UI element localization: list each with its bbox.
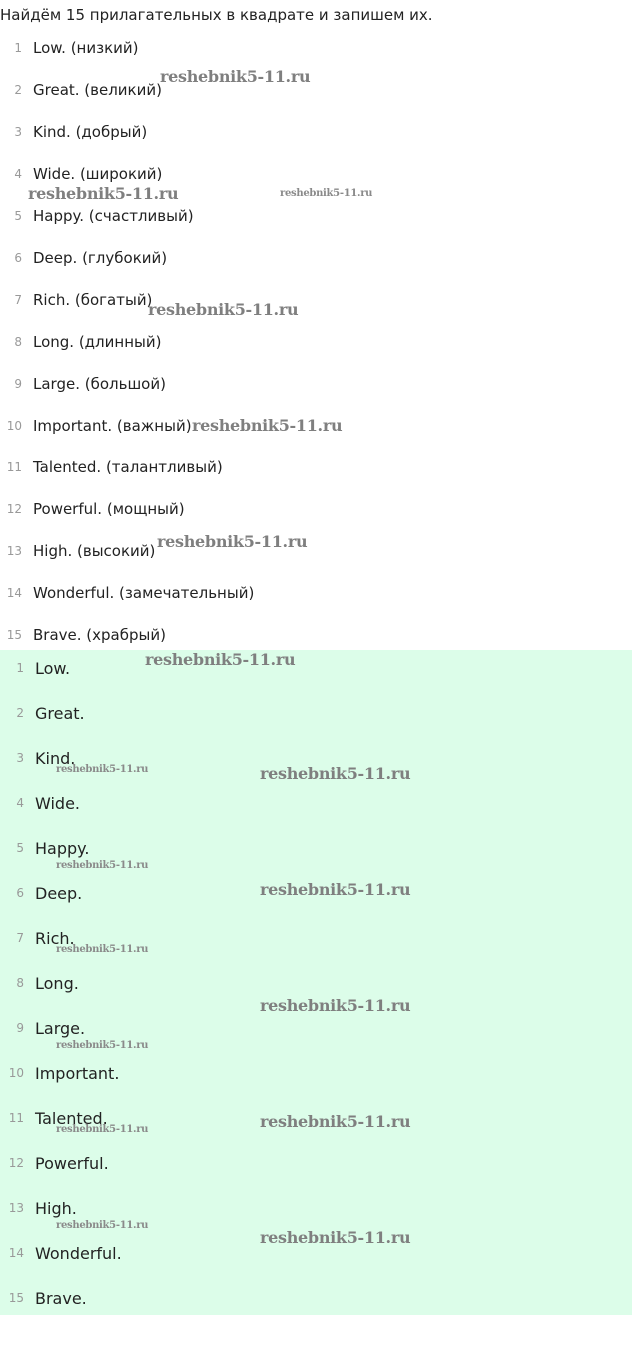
list-item [0, 456, 223, 478]
item-text: Rich. (богатый) [33, 291, 153, 309]
item-number: 8 [14, 335, 22, 349]
watermark: reshebnik5-11.ru [260, 764, 411, 783]
item-number: 2 [16, 706, 24, 720]
item-text: Wide. (широкий) [33, 165, 163, 183]
list-item [0, 791, 80, 815]
item-text: Long. (длинный) [33, 333, 162, 351]
watermark: reshebnik5-11.ru [260, 996, 411, 1015]
list-item [0, 373, 166, 395]
list-item [0, 1151, 109, 1175]
item-text: Happy. [35, 838, 90, 858]
item-text: Talented. [35, 1108, 108, 1128]
item-text: Powerful. [35, 1153, 109, 1173]
list-item [0, 881, 82, 905]
item-number: 1 [14, 41, 22, 55]
item-number: 6 [14, 251, 22, 265]
list-item [0, 79, 162, 101]
item-number: 6 [16, 886, 24, 900]
list-item [0, 582, 254, 604]
list-item [0, 289, 152, 311]
watermark: reshebnik5-11.ru [56, 860, 149, 871]
item-number: 4 [14, 167, 22, 181]
watermark: reshebnik5-11.ru [192, 416, 343, 435]
item-number: 7 [14, 293, 22, 307]
item-text: Brave. (храбрый) [33, 626, 166, 644]
watermark: reshebnik5-11.ru [260, 1112, 411, 1131]
watermark: reshebnik5-11.ru [148, 300, 299, 319]
watermark: reshebnik5-11.ru [280, 188, 373, 199]
item-number: 4 [16, 796, 24, 810]
list-item [0, 971, 79, 995]
list-item [0, 1241, 122, 1265]
item-number: 3 [16, 751, 24, 765]
list-item [0, 121, 147, 143]
watermark: reshebnik5-11.ru [157, 532, 308, 551]
item-number: 5 [14, 209, 22, 223]
item-text: Great. (великий) [33, 81, 162, 99]
item-text: Great. [35, 703, 85, 723]
item-number: 10 [6, 419, 22, 433]
item-number: 1 [16, 661, 24, 675]
list-item [0, 163, 162, 185]
list-item [0, 1286, 87, 1310]
item-number: 14 [6, 586, 22, 600]
item-number: 14 [8, 1246, 24, 1260]
item-text: Low. [35, 658, 71, 678]
list-item [0, 540, 155, 562]
watermark: reshebnik5-11.ru [160, 67, 311, 86]
list-item [0, 1196, 77, 1220]
list-item [0, 656, 70, 680]
task-title: Найдём 15 прилагательных в квадрате и запишем их. [0, 6, 433, 24]
list-item [0, 1061, 119, 1085]
watermark: reshebnik5-11.ru [56, 1040, 149, 1051]
item-text: Brave. [35, 1288, 87, 1308]
watermark: reshebnik5-11.ru [145, 650, 296, 669]
item-text: Kind. (добрый) [33, 123, 148, 141]
item-number: 7 [16, 931, 24, 945]
item-number: 15 [6, 628, 22, 642]
list-item [0, 37, 139, 59]
item-number: 3 [14, 125, 22, 139]
item-number: 15 [8, 1291, 24, 1305]
answer-block [0, 650, 632, 1315]
list-item [0, 415, 192, 437]
list-item [0, 331, 161, 353]
item-text: Low. (низкий) [33, 39, 139, 57]
item-number: 9 [16, 1021, 24, 1035]
watermark: reshebnik5-11.ru [56, 1124, 149, 1135]
item-text: Wide. [35, 793, 80, 813]
item-text: High. (высокий) [33, 542, 156, 560]
item-text: Talented. (талантливый) [33, 458, 223, 476]
item-number: 10 [8, 1066, 24, 1080]
item-text: Happy. (счастливый) [33, 207, 194, 225]
item-text: Deep. [35, 883, 83, 903]
item-number: 12 [6, 502, 22, 516]
item-number: 13 [6, 544, 22, 558]
list-item [0, 701, 85, 725]
list-item [0, 624, 166, 646]
item-text: Rich. [35, 928, 75, 948]
item-text: Wonderful. [35, 1243, 122, 1263]
item-text: Wonderful. (замечательный) [33, 584, 255, 602]
watermark: reshebnik5-11.ru [56, 944, 149, 955]
list-item [0, 205, 194, 227]
item-number: 8 [16, 976, 24, 990]
item-number: 11 [6, 460, 22, 474]
item-text: Large. (большой) [33, 375, 166, 393]
list-item [0, 498, 185, 520]
item-number: 2 [14, 83, 22, 97]
item-text: Important. (важный) [33, 417, 192, 435]
list-item [0, 836, 89, 860]
item-text: Important. [35, 1063, 120, 1083]
item-text: Deep. (глубокий) [33, 249, 168, 267]
watermark: reshebnik5-11.ru [260, 880, 411, 899]
item-number: 11 [8, 1111, 24, 1125]
item-text: Powerful. (мощный) [33, 500, 185, 518]
item-number: 12 [8, 1156, 24, 1170]
item-number: 9 [14, 377, 22, 391]
item-number: 5 [16, 841, 24, 855]
list-item [0, 247, 167, 269]
watermark: reshebnik5-11.ru [260, 1228, 411, 1247]
item-text: High. [35, 1198, 77, 1218]
item-number: 13 [8, 1201, 24, 1215]
item-text: Long. [35, 973, 79, 993]
list-item [0, 1016, 85, 1040]
watermark: reshebnik5-11.ru [56, 1220, 149, 1231]
item-text: Large. [35, 1018, 86, 1038]
watermark: reshebnik5-11.ru [28, 184, 179, 203]
item-text: Kind. [35, 748, 76, 768]
watermark: reshebnik5-11.ru [56, 764, 149, 775]
